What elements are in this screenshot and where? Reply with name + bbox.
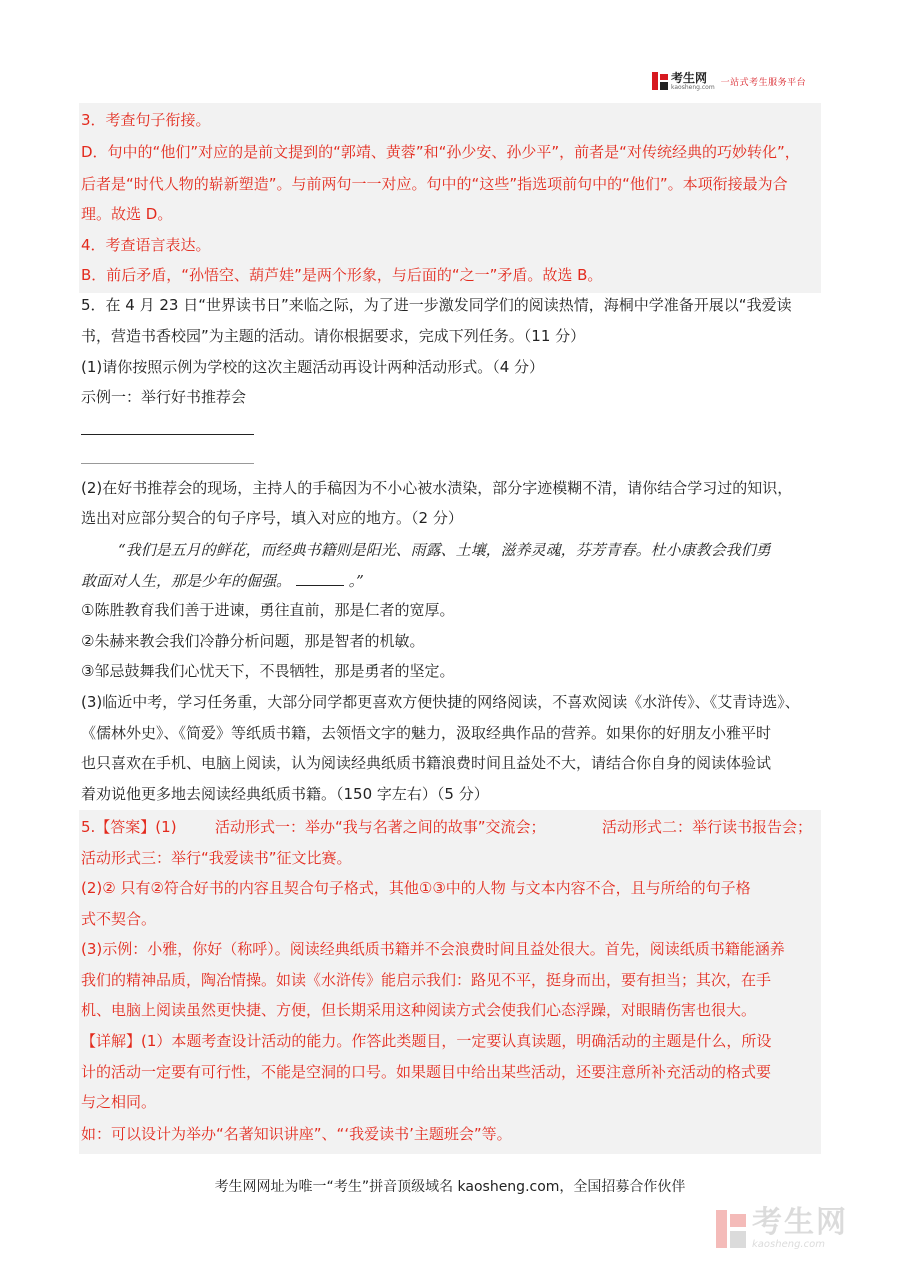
option-2: ②朱赫来教会我们冷静分析问题，那是智者的机敏。	[81, 632, 425, 650]
footer-text: 考生网网址为唯一“考生”拼音顶级域名 kaosheng.com，全国招募合作伙伴	[214, 1179, 686, 1195]
watermark-name: 考生网	[752, 1205, 848, 1240]
detail-line-2: 计的活动一定要有可行性，不能是空洞的口号。如果题目中给出某些活动，还要注意所补充活动的格式要	[81, 1063, 772, 1081]
answer-5-part-3-line-1: (3)示例：小雅，你好（称呼）。阅读经典纸质书籍并不会浪费时间且益处很大。首先，阅读纸质书籍能涵养	[81, 940, 785, 958]
watermark-logo	[716, 1205, 886, 1253]
question-5-part-3-line-1: (3)临近中考，学习任务重，大部分同学都更喜欢方便快捷的网络阅读，不喜欢阅读《水浒传》、《艾青诗选》、	[81, 693, 800, 711]
detail-line-4: 如：可以设计为举办“名著知识讲座”、“‘我爱读书’主题班会”等。	[81, 1125, 512, 1143]
question-5-intro-1: 5．在 4 月 23 日“世界读书日”来临之际，为了进一步激发同学们的阅读热情，海桐中学准备开展以“我爱读	[81, 296, 792, 314]
logo-name: 考生网	[671, 70, 708, 85]
fill-in-blank	[296, 571, 344, 586]
answer-5-part-2-line-2: 式不契合。	[81, 910, 157, 928]
answer-4-title: 4．考查语言表达。	[81, 236, 211, 254]
answer-5-part-2-line-1: (2)② 只有②符合好书的内容且契合句子格式，其他①③中的人物 与文本内容不合，且与所给的句子格	[81, 879, 751, 897]
logo-slogan: 一站式考生服务平台	[720, 77, 807, 88]
question-5-part-3-line-4: 着劝说他更多地去阅读经典纸质书籍。（150 字左右）（5 分）	[81, 785, 489, 803]
quote-line-2-text: 敢面对人生，那是少年的倔强。	[81, 572, 292, 590]
answer-5-form-3: 活动形式三：举行“我爱读书”征文比赛。	[81, 849, 352, 867]
logo-domain: kaosheng.com	[671, 83, 715, 91]
answer-blank-line-1	[81, 434, 254, 435]
answer-3-line-3: 理。故选 D。	[81, 205, 173, 223]
answer-5-form-2: 活动形式二：举行读书报告会；	[602, 818, 813, 836]
answer-5-part-3-line-2: 我们的精神品质，陶冶情操。如读《水浒传》能启示我们：路见不平，挺身而出，要有担当；其次，在手	[81, 971, 772, 989]
kaosheng-logo-icon	[652, 72, 668, 90]
option-3: ③邹忌鼓舞我们心忧天下，不畏牺牲，那是勇者的坚定。	[81, 662, 455, 680]
question-5-intro-2: 书，营造书香校园”为主题的活动。请你根据要求，完成下列任务。（11 分）	[81, 327, 586, 345]
question-5-part-3-line-3: 也只喜欢在手机、电脑上阅读，认为阅读经典纸质书籍浪费时间且益处不大，请结合你自身的阅读体验试	[81, 754, 772, 772]
detail-line-3: 与之相同。	[81, 1093, 157, 1111]
quote-line-2-end: 。”	[348, 572, 364, 590]
header-logo	[652, 70, 827, 92]
answer-5-form-1: 活动形式一：举办“我与名著之间的故事”交流会；	[215, 818, 546, 836]
question-5-part-2-line-1: (2)在好书推荐会的现场，主持人的手稿因为不小心被水渍染，部分字迹模糊不清，请你结合学习过的知识，	[81, 479, 793, 497]
question-5-part-1: (1)请你按照示例为学校的这次主题活动再设计两种活动形式。（4 分）	[81, 358, 545, 376]
question-5-example: 示例一：举行好书推荐会	[81, 388, 247, 406]
answer-4-line-1: B．前后矛盾，“孙悟空、葫芦娃”是两个形象，与后面的“之一”矛盾。故选 B。	[81, 266, 603, 284]
question-5-part-2-line-2: 选出对应部分契合的句子序号，填入对应的地方。（2 分）	[81, 509, 463, 527]
answer-5-label: 5.【答案】(1)	[81, 818, 177, 836]
watermark-domain: kaosheng.com	[752, 1239, 825, 1250]
answer-3-line-1: D．句中的“他们”对应的是前文提到的“郭靖、黄蓉”和“孙少安、孙少平”，前者是“对传统经典的巧妙转化”，	[81, 143, 800, 161]
option-1: ①陈胜教育我们善于进谏，勇往直前，那是仁者的宽厚。	[81, 601, 455, 619]
answer-3-title: 3．考查句子衔接。	[81, 111, 211, 129]
question-5-part-3-line-2: 《儒林外史》、《简爱》等纸质书籍，去领悟文字的魅力，汲取经典作品的营养。如果你的好朋友小雅平时	[81, 724, 772, 742]
quote-line-1: “我们是五月的鲜花，而经典书籍则是阳光、雨露、土壤，滋养灵魂，芬芳青春。杜小康教会我们勇	[118, 541, 771, 559]
answer-5-part-3-line-3: 机、电脑上阅读虽然更快捷、方便，但长期采用这种阅读方式会使我们心态浮躁，对眼睛伤害也很大。	[81, 1001, 757, 1019]
quote-line-2	[81, 571, 364, 591]
watermark-logo-icon	[716, 1210, 746, 1248]
detail-line-1: 【详解】(1）本题考查设计活动的能力。作答此类题目，一定要认真读题，明确活动的主题是什么，所设	[81, 1032, 772, 1050]
answer-3-line-2: 后者是“时代人物的崭新塑造”。与前两句一一对应。句中的“这些”指选项前句中的“他们”。本项衔接最为合	[81, 175, 788, 193]
answer-blank-line-2	[81, 463, 254, 464]
